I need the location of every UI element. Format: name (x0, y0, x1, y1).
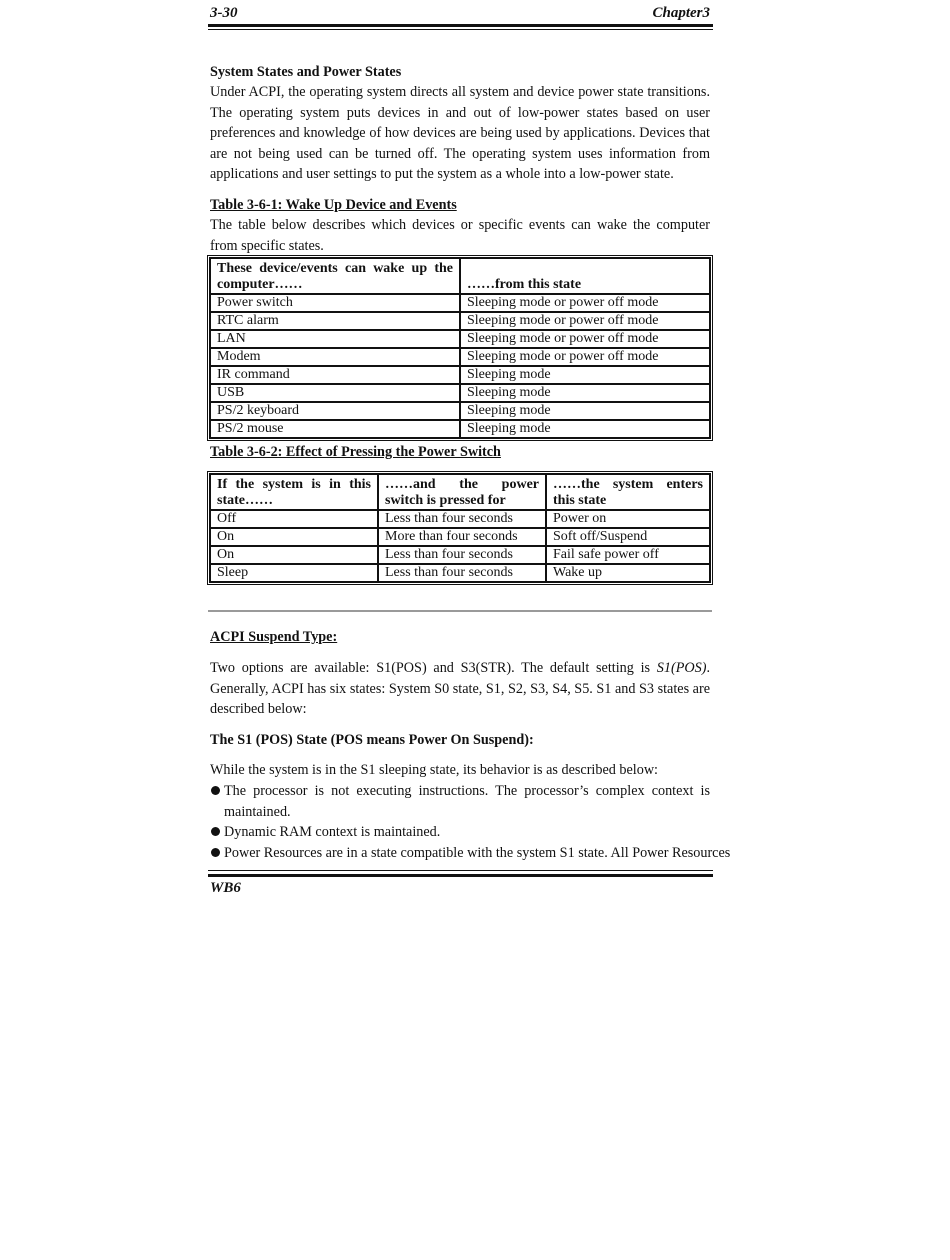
table-header-cell: These device/events can wake up the computer…… (210, 258, 460, 294)
table-row (210, 366, 710, 384)
table-header-row (210, 474, 710, 510)
page-header (208, 5, 712, 25)
table-cell: USB (210, 384, 460, 402)
footer-rule-thin (208, 870, 713, 871)
wake-up-table (207, 255, 713, 441)
table-cell: Sleeping mode or power off mode (460, 312, 710, 330)
table1-intro: The table below describes which devices or specific events can wake the computer from specific states. (210, 217, 710, 254)
table-row (210, 510, 710, 528)
section-divider (208, 610, 712, 612)
table-cell: PS/2 mouse (210, 420, 460, 438)
table-row (210, 564, 710, 582)
bullet-dot-icon (211, 848, 220, 857)
acpi-body-text: . Generally, ACPI has six states: System S0 state, S1, S2, S3, S4, S5. S1 and S3 states are described below: (210, 660, 710, 717)
table-cell: Sleeping mode (460, 384, 710, 402)
table-cell: Sleeping mode (460, 366, 710, 384)
header-rule-thin (208, 29, 713, 30)
s1-intro: While the system is in the S1 sleeping state, its behavior is as described below: (210, 762, 659, 778)
table-cell: Fail safe power off (546, 546, 710, 564)
bullet-item (210, 822, 710, 843)
table-header-cell: If the system is in this state…… (210, 474, 378, 510)
table-cell: Modem (210, 348, 460, 366)
bullet-dot-icon (211, 827, 220, 836)
power-switch-table (207, 471, 713, 585)
table-cell: Less than four seconds (378, 564, 546, 582)
bullet-item (210, 781, 710, 823)
table-cell: Wake up (546, 564, 710, 582)
table-cell: Off (210, 510, 378, 528)
acpi-body-text: Two options are available: S1(POS) and S3(STR). The default setting is (210, 660, 657, 676)
table-cell: Sleeping mode or power off mode (460, 348, 710, 366)
page-number: 3-30 (210, 5, 238, 21)
table-row (210, 294, 710, 312)
table-header-cell: ……and the power switch is pressed for (378, 474, 546, 510)
bullet-text: Power Resources are in a state compatible with the system S1 state. All Power Resources (224, 845, 731, 861)
table-cell: Sleeping mode (460, 402, 710, 420)
header-rule-thick (208, 24, 713, 27)
table-cell: RTC alarm (210, 312, 460, 330)
section-heading: System States and Power States (210, 64, 402, 80)
acpi-default-setting: S1(POS) (656, 660, 707, 676)
table-cell: Less than four seconds (378, 510, 546, 528)
table-cell: On (210, 528, 378, 546)
footer-label: WB6 (210, 880, 241, 896)
table1-caption: Table 3-6-1: Wake Up Device and Events (210, 197, 457, 213)
table-row (210, 402, 710, 420)
bullet-text: Dynamic RAM context is maintained. (224, 824, 441, 840)
table2-caption: Table 3-6-2: Effect of Pressing the Power Switch (210, 444, 501, 460)
table-row (210, 546, 710, 564)
table-header-row (210, 258, 710, 294)
table-row (210, 348, 710, 366)
table-row (210, 384, 710, 402)
table-cell: Soft off/Suspend (546, 528, 710, 546)
table-cell: Sleep (210, 564, 378, 582)
table-cell: Power on (546, 510, 710, 528)
table-row (210, 420, 710, 438)
acpi-heading: ACPI Suspend Type: (210, 629, 338, 645)
table-cell: Sleeping mode or power off mode (460, 330, 710, 348)
table-cell: LAN (210, 330, 460, 348)
table-cell: Sleeping mode or power off mode (460, 294, 710, 312)
table-cell: More than four seconds (378, 528, 546, 546)
table-header-cell: ……the system enters this state (546, 474, 710, 510)
table-row (210, 330, 710, 348)
table-cell: On (210, 546, 378, 564)
acpi-body (210, 658, 710, 720)
table-cell: Less than four seconds (378, 546, 546, 564)
bullet-text: The processor is not executing instructions. The processor’s complex context is maintained. (224, 783, 710, 820)
footer-rule-thick (208, 874, 713, 877)
table-cell: IR command (210, 366, 460, 384)
bullet-dot-icon (211, 786, 220, 795)
table-cell: Sleeping mode (460, 420, 710, 438)
bullet-item (210, 843, 731, 864)
table-row (210, 528, 710, 546)
table-cell: Power switch (210, 294, 460, 312)
s1-heading: The S1 (POS) State (POS means Power On Suspend): (210, 732, 534, 748)
section-body: Under ACPI, the operating system directs all system and device power state transitions. The operating system puts devices in and out of low-power states based on user preferences and knowledge of how devices are being used by applications. Devices that are not being used can be turned off. The operating system uses information from applications and user settings to put the system as a whole into a low-power state. (210, 84, 710, 182)
table-row (210, 312, 710, 330)
chapter-label: Chapter3 (652, 5, 710, 21)
table-cell: PS/2 keyboard (210, 402, 460, 420)
table-header-cell: ……from this state (460, 258, 710, 294)
